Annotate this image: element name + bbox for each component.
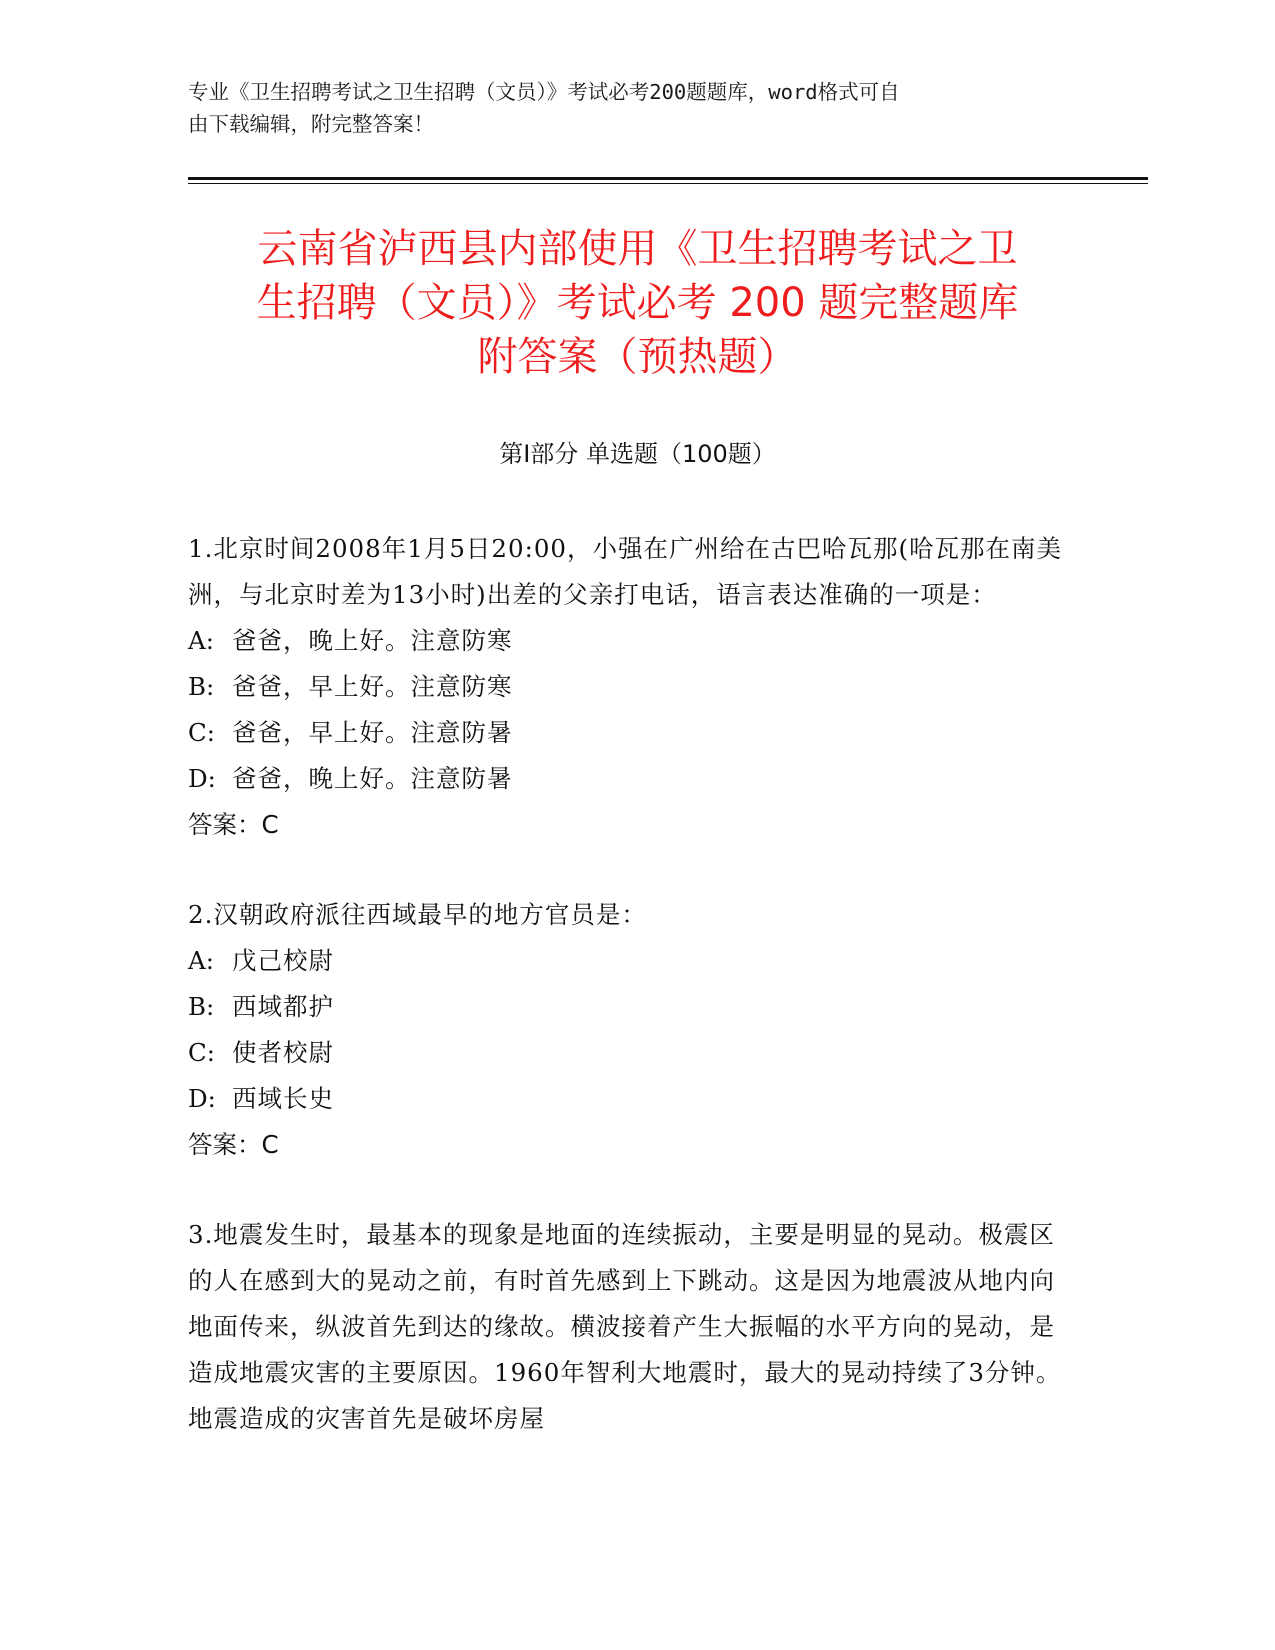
option-text: 爸爸，晚上好。注意防寒 — [232, 626, 513, 655]
option-text: 使者校尉 — [232, 1038, 334, 1067]
option-label: D: — [188, 1084, 216, 1113]
title-line-1: 云南省泸西县内部使用《卫生招聘考试之卫 — [257, 226, 1018, 272]
option-text: 爸爸，早上好。注意防暑 — [232, 718, 513, 747]
option-label: C: — [188, 718, 216, 747]
question-list — [188, 526, 1068, 1486]
header-line-2: 由下载编辑，附完整答案！ — [188, 112, 434, 136]
option-c — [188, 1030, 1068, 1076]
question-stem: 1.北京时间2008年1月5日20:00，小强在广州给在古巴哈瓦那(哈瓦那在南美洲，与北京时差为13小时)出差的父亲打电话，语言表达准确的一项是： — [188, 534, 1063, 609]
header-line-1: 专业《卫生招聘考试之卫生招聘（文员）》考试必考200题题库，word格式可自 — [188, 80, 900, 104]
title-line-2: 生招聘（文员）》考试必考 200 题完整题库 — [256, 280, 1019, 326]
option-label: A: — [188, 946, 214, 975]
answer-prefix: 答案： — [188, 1130, 262, 1159]
option-text: 戊己校尉 — [232, 946, 334, 975]
option-b — [188, 664, 1068, 710]
answer-value: C — [261, 1130, 279, 1159]
option-text: 爸爸，晚上好。注意防暑 — [232, 764, 513, 793]
option-label: C: — [188, 1038, 216, 1067]
option-text: 西域都护 — [232, 992, 334, 1021]
header-rule-thick — [188, 177, 1148, 180]
option-d — [188, 1076, 1068, 1122]
answer-line — [188, 802, 1068, 848]
option-a — [188, 618, 1068, 664]
title-line-3: 附答案（预热题） — [477, 334, 798, 380]
question-stem: 2.汉朝政府派往西域最早的地方官员是： — [188, 900, 647, 929]
question-stem: 3.地震发生时，最基本的现象是地面的连续振动，主要是明显的晃动。极震区的人在感到大的晃动之前，有时首先感到上下跳动。这是因为地震波从地内向地面传来，纵波首先到达的缘故。横波接着产生大振幅的水平方向的晃动，是造成地震灾害的主要原因。1960年智利大地震时，最大的晃动持续了3分钟。地震造成的灾害首先是破坏房屋 — [188, 1220, 1062, 1433]
question-2 — [188, 892, 1068, 1168]
question-3 — [188, 1212, 1068, 1442]
option-b — [188, 984, 1068, 1030]
answer-value: C — [261, 810, 279, 839]
option-c — [188, 710, 1068, 756]
option-a — [188, 938, 1068, 984]
option-text: 爸爸，早上好。注意防寒 — [232, 672, 513, 701]
question-1 — [188, 526, 1068, 848]
answer-line — [188, 1122, 1068, 1168]
option-label: D: — [188, 764, 216, 793]
document-header — [188, 76, 1068, 140]
option-label: A: — [188, 626, 214, 655]
option-label: B: — [188, 992, 215, 1021]
answer-prefix: 答案： — [188, 810, 262, 839]
option-label: B: — [188, 672, 215, 701]
section-heading: 第Ⅰ部分 单选题（100题） — [499, 440, 776, 468]
option-text: 西域长史 — [232, 1084, 334, 1113]
header-rule-thin — [188, 183, 1148, 184]
option-d — [188, 756, 1068, 802]
document-title — [190, 222, 1085, 384]
